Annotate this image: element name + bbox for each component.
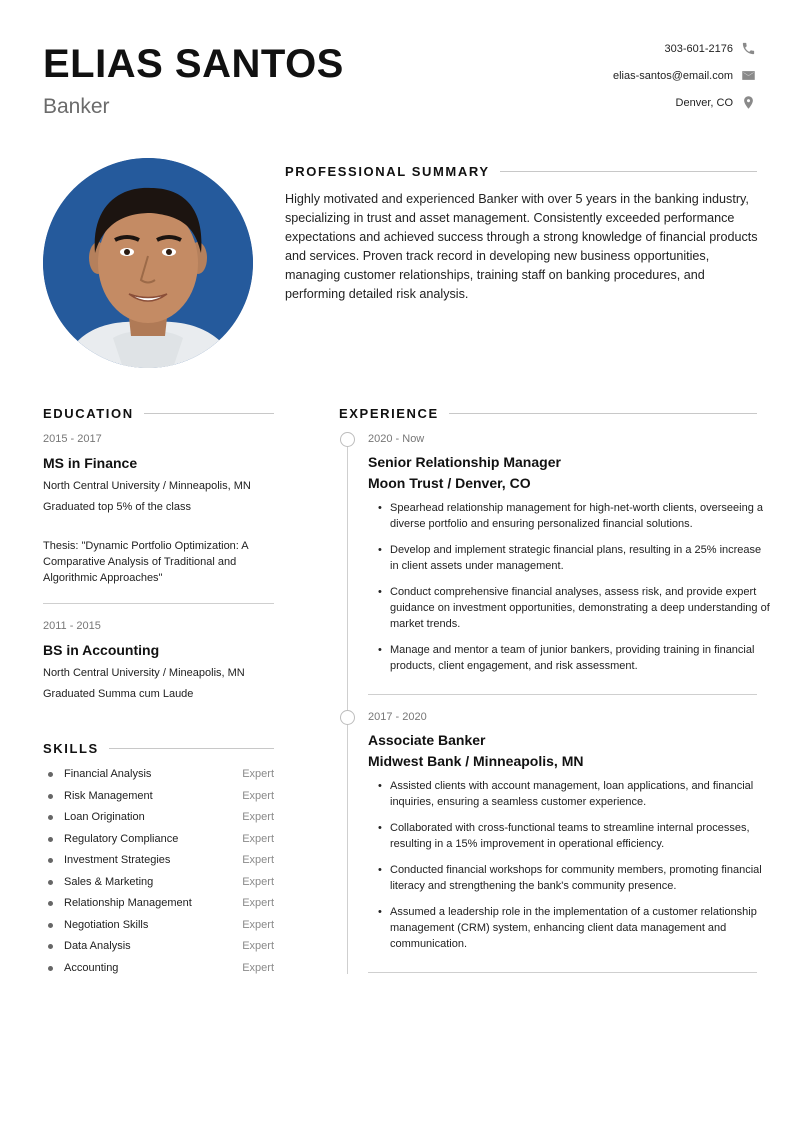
skill-level: Expert — [242, 962, 274, 974]
skill-level: Expert — [242, 790, 274, 802]
skill-item — [43, 938, 274, 954]
profile-photo — [43, 158, 253, 368]
bullet-text: • Assumed a leadership role in the implementation of a customer relationship management (CRM) system, enhancing client data management and communication. — [390, 906, 757, 950]
education-school: North Central University / Mineapolis, MN — [43, 667, 245, 679]
education-heading — [43, 406, 274, 421]
job-company: Midwest Bank / Minneapolis, MN — [368, 753, 584, 769]
job-bullet — [378, 500, 770, 532]
education-school: North Central University / Minneapolis, MN — [43, 480, 251, 492]
skill-level: Expert — [242, 897, 274, 909]
contact-location — [676, 95, 756, 110]
job-bullet — [378, 904, 770, 952]
skill-item — [43, 917, 274, 933]
heading-rule — [449, 413, 757, 414]
skill-name: Sales & Marketing — [64, 876, 154, 888]
bullet-text: • Manage and mentor a team of junior bankers, providing training in financial products, client engagement, and risk assessment. — [390, 644, 755, 672]
education-thesis: Thesis: "Dynamic Portfolio Optimization: A Comparative Analysis of Traditional and Algorithmic Approaches" — [43, 540, 249, 584]
mail-icon — [741, 68, 756, 83]
job-bullet — [378, 642, 770, 674]
experience-heading — [339, 406, 757, 421]
job-bullet — [378, 820, 770, 852]
bullet-text: • Spearhead relationship management for high-net-worth clients, overseeing a diverse portfolio and ensuring personalized financial solutions. — [390, 502, 763, 530]
heading-rule — [144, 413, 274, 414]
bullet-dot — [48, 880, 53, 885]
job-dates: 2017 - 2020 — [368, 711, 427, 723]
skills-heading-text: SKILLS — [43, 741, 99, 756]
job-divider — [368, 694, 757, 695]
skill-item — [43, 852, 274, 868]
education-dates: 2011 - 2015 — [43, 620, 101, 632]
phone-icon — [741, 41, 756, 56]
job-bullet — [378, 778, 770, 810]
bullet-dot — [48, 858, 53, 863]
location-text: Denver, CO — [675, 96, 733, 109]
bullet-dot — [48, 901, 53, 906]
skill-item — [43, 895, 274, 911]
contact-email — [613, 68, 756, 83]
skill-level: Expert — [242, 768, 274, 780]
skill-item — [43, 809, 274, 825]
skill-name: Negotiation Skills — [64, 919, 149, 931]
bullet-text: • Develop and implement strategic financial plans, resulting in a 25% increase in client assets under management. — [390, 544, 762, 572]
job-bullet — [378, 584, 770, 632]
education-dates: 2015 - 2017 — [43, 433, 102, 445]
bullet-text: • Conduct comprehensive financial analyses, assess risk, and provide expert guidance on investment opportunities, demonstrating a deep understanding of market trends. — [390, 586, 770, 630]
map-pin-icon — [741, 95, 756, 110]
summary-heading — [285, 164, 757, 179]
bullet-text: • Assisted clients with account management, loan applications, and financial inquiries, ensuring a seamless customer experience. — [390, 780, 754, 808]
summary-text: Highly motivated and experienced Banker with over 5 years in the banking industry, specializing in trust and asset management. Consistently exceeded performance expectations and achieved success through a strong knowledge of financial products and services. Proven track record in developing new business opportunities, managing customer relationships, training staff on banking procedures, and performing detailed risk analysis. — [285, 192, 758, 301]
job-company: Moon Trust / Denver, CO — [368, 475, 531, 491]
skill-level: Expert — [242, 854, 274, 866]
bullet-dot — [48, 944, 53, 949]
bullet-dot — [48, 815, 53, 820]
bullet-dot — [48, 923, 53, 928]
skill-name: Regulatory Compliance — [64, 833, 179, 845]
skill-name: Accounting — [64, 962, 119, 974]
skill-level: Expert — [242, 811, 274, 823]
education-heading-text: EDUCATION — [43, 406, 134, 421]
email-text: elias-santos@email.com — [613, 69, 733, 82]
job-bullet — [378, 542, 770, 574]
job-title: Senior Relationship Manager — [368, 454, 561, 470]
candidate-role: Banker — [43, 95, 110, 118]
skill-item — [43, 960, 274, 976]
summary-heading-text: PROFESSIONAL SUMMARY — [285, 164, 490, 179]
skill-level: Expert — [242, 940, 274, 952]
skill-level: Expert — [242, 876, 274, 888]
candidate-name: ELIAS SANTOS — [43, 42, 344, 86]
heading-rule — [109, 748, 274, 749]
timeline-marker — [340, 432, 355, 447]
job-dates: 2020 - Now — [368, 433, 425, 445]
job-divider — [368, 972, 757, 973]
skill-name: Relationship Management — [64, 897, 192, 909]
skill-item — [43, 831, 274, 847]
bullet-dot — [48, 772, 53, 777]
skill-level: Expert — [242, 919, 274, 931]
heading-rule — [500, 171, 757, 172]
experience-heading-text: EXPERIENCE — [339, 406, 439, 421]
bullet-dot — [48, 837, 53, 842]
job-bullet — [378, 862, 770, 894]
skill-name: Investment Strategies — [64, 854, 171, 866]
education-degree: BS in Accounting — [43, 642, 160, 658]
contact-phone — [664, 41, 756, 56]
education-degree: MS in Finance — [43, 455, 138, 471]
education-note: Graduated Summa cum Laude — [43, 688, 194, 700]
skill-name: Financial Analysis — [64, 768, 152, 780]
skill-name: Risk Management — [64, 790, 153, 802]
education-divider — [43, 603, 274, 604]
bullet-dot — [48, 794, 53, 799]
bullet-dot — [48, 966, 53, 971]
skill-level: Expert — [242, 833, 274, 845]
timeline-marker — [340, 710, 355, 725]
education-note: Graduated top 5% of the class — [43, 501, 191, 513]
job-title: Associate Banker — [368, 732, 486, 748]
skill-item — [43, 766, 274, 782]
skill-name: Data Analysis — [64, 940, 131, 952]
bullet-text: • Collaborated with cross-functional teams to streamline internal processes, resulting in a 15% improvement in operational efficiency. — [390, 822, 750, 850]
bullet-text: • Conducted financial workshops for community members, promoting financial literacy and strengthening the bank's community presence. — [390, 864, 762, 892]
skill-name: Loan Origination — [64, 811, 145, 823]
skills-heading — [43, 741, 274, 756]
skill-item — [43, 788, 274, 804]
skill-item — [43, 874, 274, 890]
phone-text: 303-601-2176 — [664, 42, 733, 55]
